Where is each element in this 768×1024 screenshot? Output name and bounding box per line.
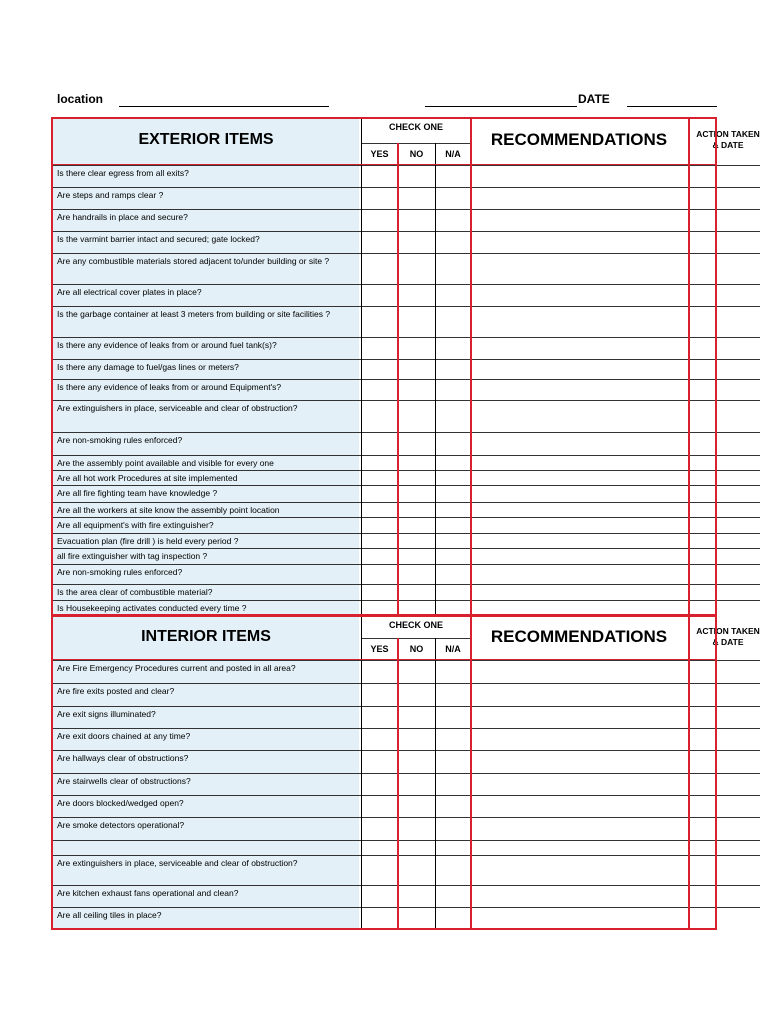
action-taken-cell[interactable] xyxy=(689,359,760,379)
check-one-label: CHECK ONE xyxy=(388,122,443,132)
recommendation-cell[interactable] xyxy=(471,548,689,564)
checklist-row-question: Are all hot work Procedures at site implemented xyxy=(57,473,238,483)
action-taken-cell[interactable] xyxy=(689,337,760,359)
check-cell-no[interactable] xyxy=(398,284,435,306)
action-taken-cell[interactable] xyxy=(689,885,760,907)
check-cell-yes[interactable] xyxy=(361,750,398,773)
check-cell-yes[interactable] xyxy=(361,337,398,359)
check-cell-na[interactable] xyxy=(435,284,471,306)
check-cell-na[interactable] xyxy=(435,231,471,253)
checklist-row-question: Is the garbage container at least 3 meters from building or site facilities ? xyxy=(57,309,331,319)
check-cell-no[interactable] xyxy=(398,840,435,855)
recommendations-title: RECOMMENDATIONS xyxy=(490,130,668,149)
action-taken-cell[interactable] xyxy=(689,795,760,817)
check-cell-na[interactable] xyxy=(435,432,471,455)
recommendation-cell[interactable] xyxy=(471,231,689,253)
check-cell-no[interactable] xyxy=(398,683,435,706)
action-taken-cell[interactable] xyxy=(689,470,760,485)
check-cell-na[interactable] xyxy=(435,706,471,728)
check-cell-yes[interactable] xyxy=(361,855,398,885)
check-cell-no[interactable] xyxy=(398,379,435,400)
recommendation-cell[interactable] xyxy=(471,584,689,600)
check-cell-na[interactable] xyxy=(435,750,471,773)
check-cell-yes[interactable] xyxy=(361,728,398,750)
exterior-items-section xyxy=(51,117,760,616)
recommendation-cell[interactable] xyxy=(471,728,689,750)
check-cell-na[interactable] xyxy=(435,306,471,337)
check-cell-no[interactable] xyxy=(398,470,435,485)
checklist-row-question: Are steps and ramps clear ? xyxy=(57,190,164,200)
date-label: DATE xyxy=(578,92,610,106)
checklist-row-question: Are extinguishers in place, serviceable and clear of obstruction? xyxy=(57,403,298,413)
recommendation-cell[interactable] xyxy=(471,517,689,533)
check-cell-yes[interactable] xyxy=(361,840,398,855)
check-cell-yes[interactable] xyxy=(361,359,398,379)
action-taken-cell[interactable] xyxy=(689,432,760,455)
checklist-row-question: Are fire exits posted and clear? xyxy=(57,686,175,696)
check-cell-yes[interactable] xyxy=(361,706,398,728)
check-cell-yes[interactable] xyxy=(361,795,398,817)
check-cell-no[interactable] xyxy=(398,728,435,750)
recommendation-cell[interactable] xyxy=(471,470,689,485)
form-header xyxy=(57,92,717,114)
check-cell-na[interactable] xyxy=(435,502,471,517)
check-cell-na[interactable] xyxy=(435,470,471,485)
checklist-row-question: Is there any evidence of leaks from or around Equipment's? xyxy=(57,382,282,392)
checklist-row-question: Are non-smoking rules enforced? xyxy=(57,435,183,445)
check-cell-na[interactable] xyxy=(435,584,471,600)
checklist-row-question: Are all ceiling tiles in place? xyxy=(57,910,162,920)
checklist-row-question: Are extinguishers in place, serviceable and clear of obstruction? xyxy=(57,858,298,868)
action-taken-cell[interactable] xyxy=(689,564,760,584)
check-cell-no[interactable] xyxy=(398,584,435,600)
action-taken-cell[interactable] xyxy=(689,455,760,470)
check-cell-yes[interactable] xyxy=(361,485,398,502)
action-taken-cell[interactable] xyxy=(689,728,760,750)
check-cell-na[interactable] xyxy=(435,337,471,359)
checklist-row-question xyxy=(57,843,357,854)
action-taken-cell[interactable] xyxy=(689,773,760,795)
check-cell-yes[interactable] xyxy=(361,231,398,253)
check-cell-yes[interactable] xyxy=(361,209,398,231)
check-cell-na[interactable] xyxy=(435,885,471,907)
recommendation-cell[interactable] xyxy=(471,284,689,306)
recommendation-cell[interactable] xyxy=(471,432,689,455)
na-column-label: N/A xyxy=(445,149,461,159)
recommendation-cell[interactable] xyxy=(471,795,689,817)
check-cell-yes[interactable] xyxy=(361,284,398,306)
checklist-row-question: Are exit signs illuminated? xyxy=(57,709,156,719)
recommendation-cell[interactable] xyxy=(471,253,689,284)
action-taken-cell[interactable] xyxy=(689,209,760,231)
action-taken-line1: ACTION TAKEN xyxy=(696,626,760,636)
check-cell-na[interactable] xyxy=(435,855,471,885)
check-cell-yes[interactable] xyxy=(361,660,398,683)
recommendation-cell[interactable] xyxy=(471,209,689,231)
action-taken-cell[interactable] xyxy=(689,683,760,706)
check-cell-na[interactable] xyxy=(435,683,471,706)
check-cell-yes[interactable] xyxy=(361,517,398,533)
action-taken-cell[interactable] xyxy=(689,660,760,683)
check-cell-na[interactable] xyxy=(435,840,471,855)
check-cell-yes[interactable] xyxy=(361,564,398,584)
action-taken-cell[interactable] xyxy=(689,253,760,284)
check-cell-na[interactable] xyxy=(435,400,471,432)
check-cell-yes[interactable] xyxy=(361,502,398,517)
check-cell-no[interactable] xyxy=(398,600,435,616)
recommendation-cell[interactable] xyxy=(471,750,689,773)
action-taken-cell[interactable] xyxy=(689,400,760,432)
checklist-row-question: Is the varmint barrier intact and secured; gate locked? xyxy=(57,234,260,244)
section-title: EXTERIOR ITEMS xyxy=(138,131,274,148)
checklist-row-question: Is there any damage to fuel/gas lines or meters? xyxy=(57,362,239,372)
check-cell-no[interactable] xyxy=(398,502,435,517)
date-field[interactable] xyxy=(627,106,717,107)
action-taken-cell[interactable] xyxy=(689,817,760,840)
recommendation-cell[interactable] xyxy=(471,455,689,470)
na-column-label: N/A xyxy=(445,644,461,654)
action-taken-cell[interactable] xyxy=(689,840,760,855)
checklist-row-question: Are smoke detectors operational? xyxy=(57,820,185,830)
recommendation-cell[interactable] xyxy=(471,485,689,502)
location-field[interactable] xyxy=(119,106,329,107)
check-cell-no[interactable] xyxy=(398,907,435,930)
check-cell-na[interactable] xyxy=(435,165,471,187)
recommendation-cell[interactable] xyxy=(471,400,689,432)
checklist-row-question: Are all electrical cover plates in place? xyxy=(57,287,202,297)
action-taken-cell[interactable] xyxy=(689,379,760,400)
check-cell-yes[interactable] xyxy=(361,600,398,616)
checklist-row-question: Are exit doors chained at any time? xyxy=(57,731,191,741)
checklist-row-question: Is there any evidence of leaks from or around fuel tank(s)? xyxy=(57,340,277,350)
check-cell-no[interactable] xyxy=(398,855,435,885)
checklist-row-question: Are stairwells clear of obstructions? xyxy=(57,776,191,786)
checklist-row-question: Evacuation plan (fire drill ) is held every period ? xyxy=(57,536,239,546)
action-taken-cell[interactable] xyxy=(689,533,760,548)
check-cell-yes[interactable] xyxy=(361,584,398,600)
checklist-row-question: Are Fire Emergency Procedures current and posted in all area? xyxy=(57,663,296,673)
checklist-row-question: Are doors blocked/wedged open? xyxy=(57,798,184,808)
check-cell-no[interactable] xyxy=(398,533,435,548)
date-prefix-field[interactable] xyxy=(425,106,577,107)
recommendations-title: RECOMMENDATIONS xyxy=(490,627,668,646)
check-one-divider xyxy=(361,638,471,639)
check-cell-yes[interactable] xyxy=(361,907,398,930)
check-cell-no[interactable] xyxy=(398,400,435,432)
check-cell-yes[interactable] xyxy=(361,773,398,795)
check-cell-na[interactable] xyxy=(435,485,471,502)
recommendation-cell[interactable] xyxy=(471,306,689,337)
recommendation-cell[interactable] xyxy=(471,840,689,855)
checklist-row-question: all fire extinguisher with tag inspection ? xyxy=(57,551,208,561)
recommendation-cell[interactable] xyxy=(471,885,689,907)
yes-column-label: YES xyxy=(370,149,389,159)
action-date-line2: & DATE xyxy=(712,637,744,647)
checklist-row-question: Is the area clear of combustible material? xyxy=(57,587,213,597)
check-cell-na[interactable] xyxy=(435,533,471,548)
check-cell-no[interactable] xyxy=(398,253,435,284)
check-cell-na[interactable] xyxy=(435,253,471,284)
check-cell-no[interactable] xyxy=(398,795,435,817)
check-cell-na[interactable] xyxy=(435,359,471,379)
check-cell-yes[interactable] xyxy=(361,470,398,485)
check-cell-na[interactable] xyxy=(435,379,471,400)
check-cell-no[interactable] xyxy=(398,306,435,337)
check-cell-no[interactable] xyxy=(398,564,435,584)
check-cell-na[interactable] xyxy=(435,773,471,795)
recommendation-cell[interactable] xyxy=(471,533,689,548)
checklist-row-question: Are kitchen exhaust fans operational and clean? xyxy=(57,888,239,898)
check-cell-no[interactable] xyxy=(398,706,435,728)
check-one-label: CHECK ONE xyxy=(388,620,443,630)
action-taken-cell[interactable] xyxy=(689,600,760,616)
check-cell-no[interactable] xyxy=(398,885,435,907)
checklist-row-question: Are any combustible materials stored adjacent to/under building or site ? xyxy=(57,256,330,266)
action-taken-cell[interactable] xyxy=(689,706,760,728)
recommendation-cell[interactable] xyxy=(471,502,689,517)
check-cell-na[interactable] xyxy=(435,907,471,930)
check-cell-yes[interactable] xyxy=(361,253,398,284)
check-cell-yes[interactable] xyxy=(361,165,398,187)
recommendation-cell[interactable] xyxy=(471,187,689,209)
action-taken-cell[interactable] xyxy=(689,231,760,253)
checklist-row-question: Are hallways clear of obstructions? xyxy=(57,753,189,763)
check-cell-no[interactable] xyxy=(398,165,435,187)
check-one-divider xyxy=(361,143,471,144)
check-cell-yes[interactable] xyxy=(361,379,398,400)
check-cell-yes[interactable] xyxy=(361,817,398,840)
checklist-row-question: Is Housekeeping activates conducted every time ? xyxy=(57,603,247,613)
check-cell-yes[interactable] xyxy=(361,400,398,432)
action-taken-cell[interactable] xyxy=(689,485,760,502)
check-cell-na[interactable] xyxy=(435,209,471,231)
header-bottom-border xyxy=(51,659,717,660)
action-taken-cell[interactable] xyxy=(689,584,760,600)
check-cell-no[interactable] xyxy=(398,337,435,359)
action-taken-line1: ACTION TAKEN xyxy=(696,129,760,139)
header-bottom-border xyxy=(51,164,717,165)
checklist-row-question: Are all the workers at site know the assembly point location xyxy=(57,505,280,515)
action-taken-cell[interactable] xyxy=(689,165,760,187)
action-taken-cell[interactable] xyxy=(689,187,760,209)
check-cell-na[interactable] xyxy=(435,455,471,470)
action-taken-cell[interactable] xyxy=(689,750,760,773)
check-cell-no[interactable] xyxy=(398,660,435,683)
check-cell-na[interactable] xyxy=(435,728,471,750)
action-taken-cell[interactable] xyxy=(689,548,760,564)
check-cell-no[interactable] xyxy=(398,432,435,455)
recommendation-cell[interactable] xyxy=(471,907,689,930)
check-cell-yes[interactable] xyxy=(361,432,398,455)
check-cell-no[interactable] xyxy=(398,209,435,231)
recommendation-cell[interactable] xyxy=(471,564,689,584)
action-taken-cell[interactable] xyxy=(689,502,760,517)
check-cell-na[interactable] xyxy=(435,600,471,616)
recommendation-cell[interactable] xyxy=(471,660,689,683)
action-taken-label xyxy=(689,129,767,151)
check-cell-yes[interactable] xyxy=(361,187,398,209)
recommendation-cell[interactable] xyxy=(471,706,689,728)
checklist-row-question: Are the assembly point available and visible for every one xyxy=(57,458,274,468)
check-cell-no[interactable] xyxy=(398,231,435,253)
recommendation-cell[interactable] xyxy=(471,165,689,187)
interior-items-section xyxy=(51,615,760,930)
check-cell-yes[interactable] xyxy=(361,533,398,548)
no-column-label: NO xyxy=(409,149,424,159)
check-cell-na[interactable] xyxy=(435,817,471,840)
recommendation-cell[interactable] xyxy=(471,683,689,706)
check-cell-no[interactable] xyxy=(398,517,435,533)
check-cell-yes[interactable] xyxy=(361,683,398,706)
no-column-label: NO xyxy=(409,644,424,654)
recommendation-cell[interactable] xyxy=(471,855,689,885)
check-cell-no[interactable] xyxy=(398,548,435,564)
check-cell-yes[interactable] xyxy=(361,455,398,470)
section-title: INTERIOR ITEMS xyxy=(141,628,271,645)
recommendation-cell[interactable] xyxy=(471,600,689,616)
check-cell-na[interactable] xyxy=(435,548,471,564)
checklist-row-question: Are handrails in place and secure? xyxy=(57,212,188,222)
check-cell-na[interactable] xyxy=(435,187,471,209)
check-cell-no[interactable] xyxy=(398,455,435,470)
check-cell-yes[interactable] xyxy=(361,885,398,907)
action-taken-cell[interactable] xyxy=(689,517,760,533)
action-taken-cell[interactable] xyxy=(689,284,760,306)
recommendation-cell[interactable] xyxy=(471,379,689,400)
check-cell-yes[interactable] xyxy=(361,548,398,564)
check-cell-na[interactable] xyxy=(435,795,471,817)
check-cell-no[interactable] xyxy=(398,773,435,795)
recommendation-cell[interactable] xyxy=(471,817,689,840)
action-taken-label xyxy=(689,626,767,648)
check-cell-no[interactable] xyxy=(398,187,435,209)
action-taken-cell[interactable] xyxy=(689,907,760,930)
check-cell-no[interactable] xyxy=(398,485,435,502)
action-date-line2: & DATE xyxy=(712,140,744,150)
recommendation-cell[interactable] xyxy=(471,337,689,359)
check-cell-na[interactable] xyxy=(435,517,471,533)
checklist-row-question: Is there clear egress from all exits? xyxy=(57,168,189,178)
check-cell-no[interactable] xyxy=(398,817,435,840)
check-cell-na[interactable] xyxy=(435,660,471,683)
checklist-row-question: Are all equipment's with fire extinguisher? xyxy=(57,520,214,530)
action-taken-cell[interactable] xyxy=(689,855,760,885)
check-cell-yes[interactable] xyxy=(361,306,398,337)
check-cell-no[interactable] xyxy=(398,750,435,773)
yes-column-label: YES xyxy=(370,644,389,654)
recommendation-cell[interactable] xyxy=(471,773,689,795)
recommendation-cell[interactable] xyxy=(471,359,689,379)
check-cell-na[interactable] xyxy=(435,564,471,584)
checklist-row-question: Are all fire fighting team have knowledge ? xyxy=(57,488,218,498)
check-cell-no[interactable] xyxy=(398,359,435,379)
action-taken-cell[interactable] xyxy=(689,306,760,337)
location-label: location xyxy=(57,92,104,106)
checklist-row-question: Are non-smoking rules enforced? xyxy=(57,567,183,577)
